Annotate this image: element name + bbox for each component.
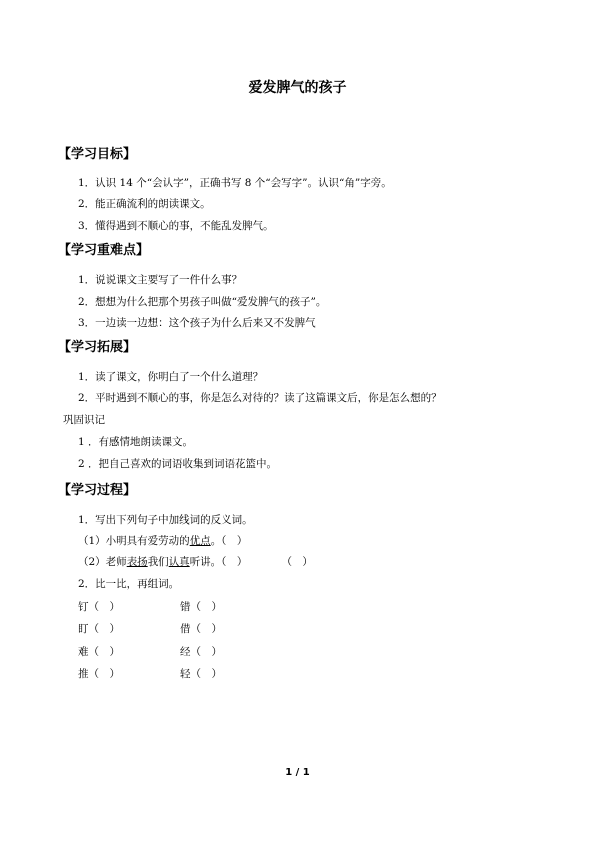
q1b-underlined-word-2: 认真 (168, 556, 190, 568)
process-question-2: 2．比一比，再组词。 (78, 578, 180, 590)
pair-row-2-right: 借（ ） (180, 623, 222, 635)
q1a-underlined-word: 优点 (189, 535, 211, 547)
section-heading-process: 【学习过程】 (58, 483, 137, 498)
process-question-1b (78, 555, 313, 569)
pair-row-2-left: 盯（ ） (78, 623, 120, 635)
pair-row-4-right: 轻（ ） (180, 668, 222, 680)
page-number: 1 / 1 (285, 767, 310, 778)
q1b-suffix: 听讲。（ ） (189, 556, 248, 568)
pair-row-3-left: 难（ ） (78, 646, 120, 658)
consolidate-heading: 巩固识记 (63, 414, 105, 426)
key-point-item-1: 1．说说课文主要写了一件什么事？ (78, 274, 243, 286)
section-heading-extension: 【学习拓展】 (58, 340, 137, 355)
goal-item-2: 2．能正确流利的朗读课文。 (78, 198, 211, 210)
key-point-item-3: 3．一边读一边想：这个孩子为什么后来又不发脾气 (78, 317, 316, 329)
pair-row-4-left: 推（ ） (78, 668, 120, 680)
pair-row-1-right: 错（ ） (180, 601, 222, 613)
section-heading-key-points: 【学习重难点】 (58, 243, 150, 258)
consolidate-item-1: 1 ．有感情地朗读课文。 (78, 436, 194, 448)
goal-item-1: 1．认识 14 个“会认字”，正确书写 8 个“会写字”。认识“角”字旁。 (78, 177, 392, 189)
goal-item-3: 3．懂得遇到不顺心的事，不能乱发脾气。 (78, 220, 274, 232)
page-title: 爱发脾气的孩子 (248, 80, 347, 96)
q1b-mid: 我们 (147, 556, 169, 568)
pair-row-3-right: 经（ ） (180, 646, 222, 658)
section-heading-goals: 【学习目标】 (58, 147, 137, 162)
key-point-item-2: 2．想想为什么把那个男孩子叫做“爱发脾气的孩子”。 (78, 296, 327, 308)
process-question-1a (78, 534, 247, 548)
q1a-prefix: （1）小明具有爱劳动的 (78, 535, 190, 547)
process-question-1: 1．写出下列句子中加线词的反义词。 (78, 514, 253, 526)
q1b-extra-blank: （ ） (281, 556, 313, 568)
q1a-suffix: 。（ ） (210, 535, 248, 547)
q1b-prefix: （2）老师 (78, 556, 127, 568)
q1b-underlined-word-1: 表扬 (126, 556, 148, 568)
extension-item-2: 2．平时遇到不顺心的事，你是怎么对待的？读了这篇课文后，你是怎么想的？ (78, 392, 442, 404)
pair-row-1-left: 钉（ ） (78, 601, 120, 613)
consolidate-item-2: 2 ．把自己喜欢的词语收集到词语花篮中。 (78, 458, 278, 470)
extension-item-1: 1．读了课文，你明白了一个什么道理？ (78, 371, 264, 383)
